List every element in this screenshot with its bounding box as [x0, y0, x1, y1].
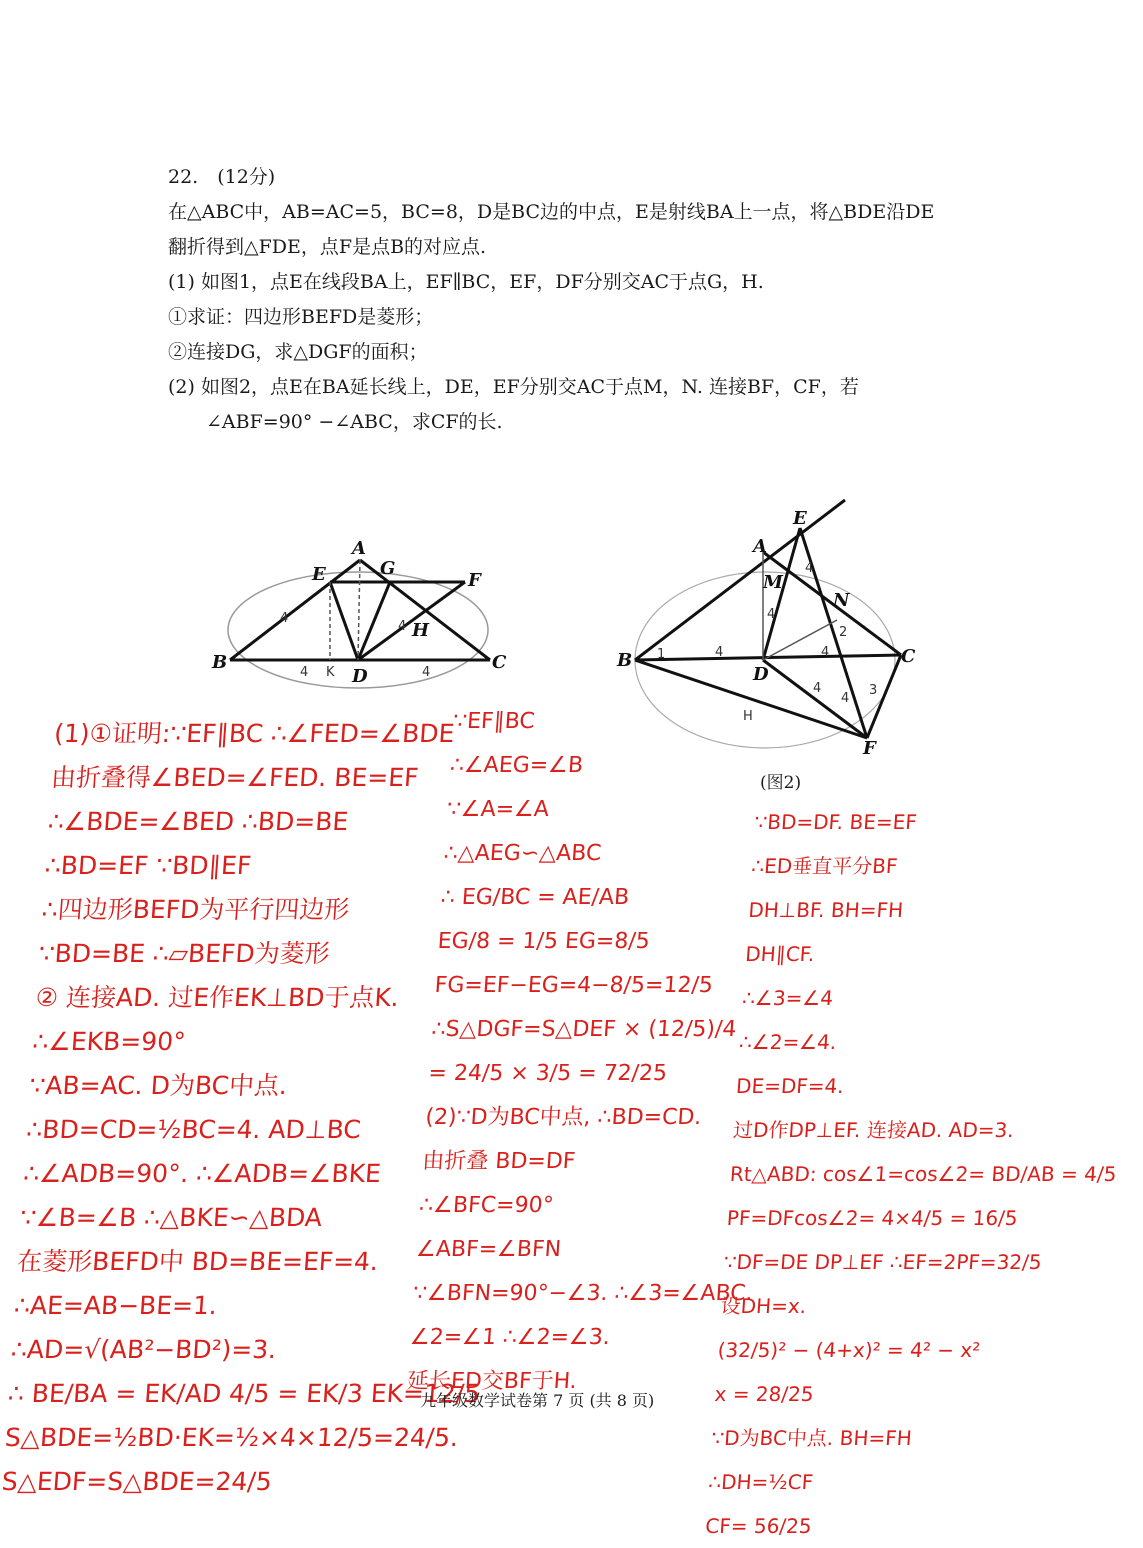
solution-line: ∴∠BFC=90°	[418, 1193, 555, 1218]
label-d: D	[753, 664, 769, 685]
length-mark: 4	[767, 607, 776, 622]
solution-line: EG/8 = 1/5 EG=8/5	[436, 929, 651, 954]
label-f: F	[863, 738, 876, 759]
segment-ad	[358, 560, 360, 660]
solution-line: ∴DH=½CF	[707, 1470, 815, 1494]
label-e: E	[793, 508, 807, 529]
ray-ba	[635, 500, 848, 660]
solution-line: ∴ED垂直平分BF	[750, 854, 899, 878]
segment-ac	[763, 552, 901, 655]
solution-line: (2)∵D为BC中点, ∴BD=CD.	[424, 1105, 703, 1130]
solution-line: ∴AD=√(AB²−BD²)=3.	[10, 1335, 278, 1364]
figure-1	[200, 530, 530, 710]
solution-line: ∵BD=DF. BE=EF	[753, 810, 918, 834]
length-mark: 4	[280, 611, 289, 626]
solution-column-3	[704, 800, 1143, 1548]
segment-ef	[800, 528, 867, 738]
solution-line: 设DH=x.	[719, 1294, 807, 1318]
solution-line: ∴∠AEG=∠B	[449, 753, 584, 778]
solution-line: FG=EF−EG=4−8/5=12/5	[433, 973, 714, 998]
label-a: A	[352, 538, 366, 559]
label-k: K	[326, 665, 335, 680]
solution-line: 在菱形BEFD中 BD=BE=EF=4.	[16, 1247, 380, 1276]
solution-line: ∵AB=AC. D为BC中点.	[28, 1071, 289, 1100]
solution-line: ② 连接AD. 过E作EK⊥BD于点K.	[34, 983, 400, 1012]
solution-line: 延长ED交BF于H.	[406, 1369, 578, 1394]
page-footer: 九年级数学试卷第 7 页 (共 8 页)	[420, 1391, 655, 1410]
label-a: A	[753, 536, 767, 557]
problem-line: 翻折得到△FDE，点F是点B的对应点.	[168, 236, 487, 258]
solution-line: 由折叠 BD=DF	[421, 1149, 577, 1174]
segment-ed	[330, 582, 358, 660]
solution-line: (1)①证明:∵EF∥BC ∴∠FED=∠BDE	[53, 719, 456, 748]
label-b: B	[617, 650, 633, 671]
solution-line: DH⊥BF. BH=FH	[747, 898, 904, 922]
label-h: H	[743, 709, 753, 724]
solution-line: 由折叠得∠BED=∠FED. BE=EF	[50, 763, 420, 792]
length-mark: 4	[821, 645, 830, 660]
solution-line: ∵D为BC中点. BH=FH	[710, 1426, 913, 1450]
solution-line: (32/5)² − (4+x)² = 4² − x²	[716, 1338, 982, 1362]
length-mark: 4	[715, 645, 724, 660]
solution-line: ∴△AEG∽△ABC	[443, 841, 603, 866]
label-g: G	[380, 558, 396, 579]
solution-line: S△EDF=S△BDE=24/5	[0, 1467, 273, 1496]
problem-statement	[168, 160, 968, 440]
label-c: C	[901, 646, 916, 667]
solution-line: x = 28/25	[713, 1382, 815, 1406]
problem-line: ①求证：四边形BEFD是菱形；	[168, 306, 434, 328]
solution-line: ∵EF∥BC	[452, 709, 536, 734]
length-mark: 4	[805, 561, 814, 576]
problem-line: (1) 如图1，点E在线段BA上，EF∥BC，EF，DF分别交AC于点G，H.	[168, 271, 764, 293]
figure-2-caption: (图2)	[760, 773, 802, 793]
solution-line: ∠ABF=∠BFN	[415, 1237, 562, 1262]
label-h: H	[412, 620, 430, 641]
solution-line: ∴∠BDE=∠BED ∴BD=BE	[47, 807, 350, 836]
problem-header: 22. (12分)	[168, 166, 276, 188]
length-mark: 4	[813, 681, 822, 696]
solution-line: 过D作DP⊥EF. 连接AD. AD=3.	[732, 1118, 1015, 1142]
angle-mark: 2	[839, 625, 848, 640]
solution-line: CF= 56/25	[704, 1514, 813, 1538]
solution-line: ∴∠2=∠4.	[738, 1030, 838, 1054]
solution-line: ∴四边形BEFD为平行四边形	[40, 895, 351, 924]
solution-line: ∴∠EKB=90°	[31, 1027, 187, 1056]
problem-line: ②连接DG，求△DGF的面积；	[168, 341, 428, 363]
solution-line: ∵∠A=∠A	[446, 797, 550, 822]
solution-line: DH∥CF.	[744, 942, 816, 966]
label-e: E	[312, 564, 326, 585]
angle-mark: 1	[657, 647, 666, 662]
solution-line: = 24/5 × 3/5 = 72/25	[427, 1061, 668, 1086]
label-b: B	[212, 652, 228, 673]
label-n: N	[833, 590, 850, 611]
solution-line: DE=DF=4.	[735, 1074, 845, 1098]
solution-line: ∴ EG/BC = AE/AB	[439, 885, 631, 910]
solution-line: ∵BD=BE ∴▱BEFD为菱形	[37, 939, 331, 968]
solution-line: ∵∠B=∠B ∴△BKE∽△BDA	[19, 1203, 323, 1232]
solution-line: ∠2=∠1 ∴∠2=∠3.	[409, 1325, 611, 1350]
solution-line: ∴ BE/BA = EK/AD 4/5 = EK/3 EK=12/5	[7, 1379, 482, 1408]
label-m: M	[763, 572, 783, 593]
problem-line: ∠ABF=90° −∠ABC，求CF的长.	[206, 411, 503, 433]
solution-line: ∴BD=EF ∵BD∥EF	[43, 851, 253, 880]
solution-line: ∴BD=CD=½BC=4. AD⊥BC	[25, 1115, 362, 1144]
solution-line: ∴∠3=∠4	[741, 986, 834, 1010]
label-f: F	[468, 570, 481, 591]
solution-line: ∵DF=DE DP⊥EF ∴EF=2PF=32/5	[723, 1250, 1043, 1274]
solution-line: ∴S△DGF=S△DEF × (12/5)/4	[430, 1017, 738, 1042]
angle-mark: 3	[869, 683, 878, 698]
label-c: C	[492, 652, 507, 673]
problem-line: 在△ABC中，AB=AC=5，BC=8，D是BC边的中点，E是射线BA上一点，将△BDE沿DE	[168, 201, 935, 223]
label-d: D	[352, 666, 368, 687]
length-mark: 4	[300, 665, 309, 680]
length-mark: 4	[398, 619, 407, 634]
solution-line: ∴∠ADB=90°. ∴∠ADB=∠BKE	[22, 1159, 382, 1188]
length-mark: 4	[422, 665, 431, 680]
solution-line: S△BDE=½BD·EK=½×4×12/5=24/5.	[3, 1423, 460, 1452]
solution-line: PF=DFcos∠2= 4×4/5 = 16/5	[726, 1206, 1019, 1230]
problem-line: (2) 如图2，点E在BA延长线上，DE，EF分别交AC于点M，N. 连接BF，CF，若	[168, 376, 859, 398]
solution-line: ∴AE=AB−BE=1.	[13, 1291, 218, 1320]
angle-mark: 4	[841, 691, 850, 706]
solution-line: ∵∠BFN=90°−∠3. ∴∠3=∠ABC.	[412, 1281, 754, 1306]
solution-line: Rt△ABD: cos∠1=cos∠2= BD/AB = 4/5	[729, 1162, 1118, 1186]
